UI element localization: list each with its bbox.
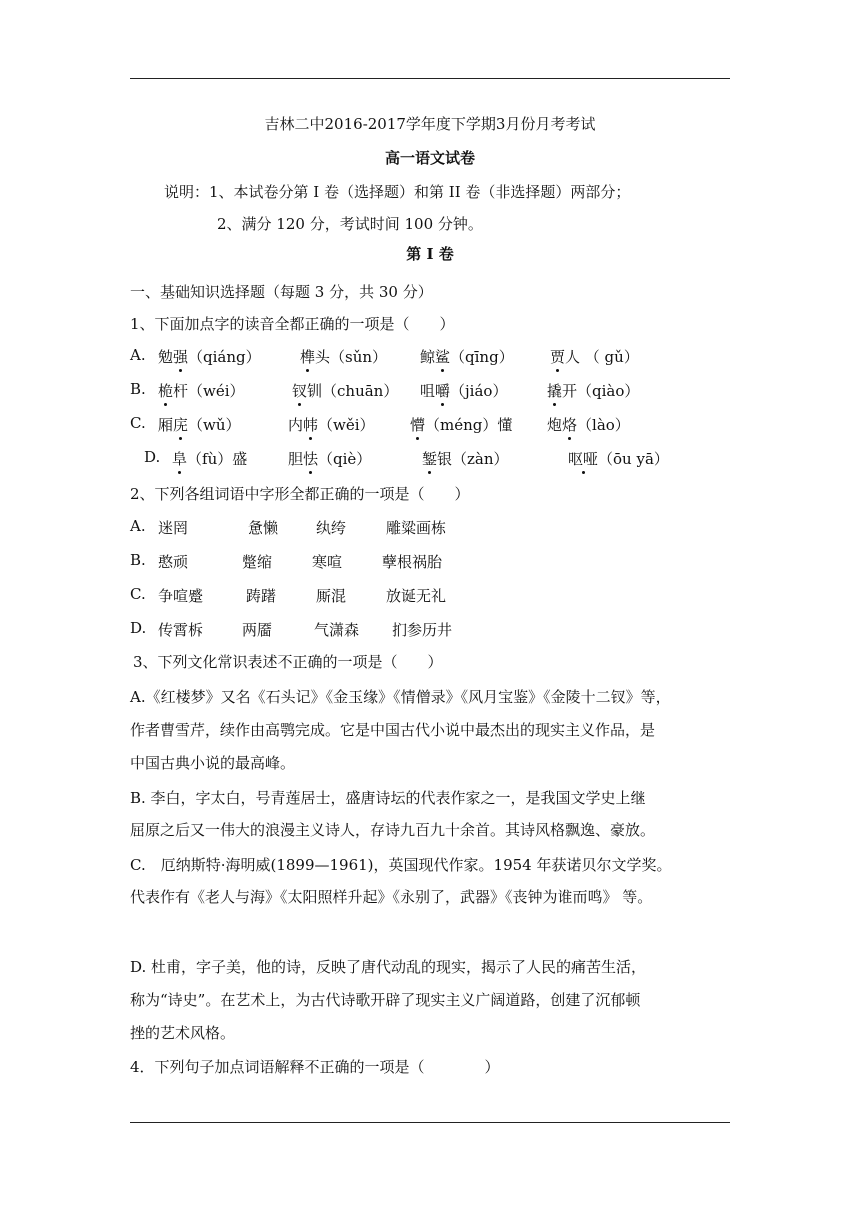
option-word: 纨绔 <box>316 519 347 537</box>
item-text: 勉 <box>158 348 174 366</box>
paragraph-line: D. 杜甫，字子美，他的诗，反映了唐代动乱的现实，揭示了人民的痛苦生活， <box>130 958 647 976</box>
paragraph-line: 中国古典小说的最高峰。 <box>130 754 296 772</box>
item-text: 鲸 <box>420 348 436 366</box>
dotted-character: 錾 <box>422 450 438 468</box>
question-1-stem: 1、下面加点字的读音全都正确的一项是（ ） <box>130 315 455 333</box>
option-item <box>547 380 639 401</box>
question-4-stem: 4．下列句子加点词语解释不正确的一项是（ ） <box>130 1058 500 1076</box>
option-label: B. <box>130 380 146 398</box>
item-pinyin: 头（sǔn） <box>315 348 388 366</box>
item-pinyin: （fù）盛 <box>187 450 248 468</box>
option-item <box>158 380 245 401</box>
item-text: 胆 <box>288 450 304 468</box>
paragraph-line: 屈原之后又一伟大的浪漫主义诗人，存诗九百九十余首。其诗风格飘逸、豪放。 <box>130 821 656 839</box>
question-3-stem: 3、下列文化常识表述不正确的一项是（ ） <box>133 653 443 671</box>
option-label: B. <box>130 551 146 569</box>
option-item <box>420 380 507 401</box>
option-label: C. <box>130 585 146 603</box>
option-word: 传霄柝 <box>158 621 204 639</box>
item-pinyin: 人 （ gǔ） <box>565 348 639 366</box>
dotted-character: 帏 <box>303 416 319 434</box>
question-2-stem: 2、下列各组词语中字形全都正确的一项是（ ） <box>130 485 470 503</box>
option-word: 雕粱画栋 <box>386 519 447 537</box>
item-text: 咀 <box>420 382 436 400</box>
item-text: 炮 <box>547 416 563 434</box>
item-pinyin: （qiè） <box>318 450 372 468</box>
header-rule <box>130 78 730 79</box>
item-text: 厢 <box>158 416 174 434</box>
dotted-character: 鲨 <box>435 348 451 366</box>
option-word: 迷罔 <box>158 519 189 537</box>
option-label: A. <box>130 517 146 535</box>
option-word: 孽根祸胎 <box>382 553 443 571</box>
item-pinyin: （qiáng） <box>188 348 261 366</box>
option-word: 蹩缩 <box>242 553 273 571</box>
option-item <box>288 414 375 435</box>
option-item <box>422 448 509 469</box>
volume-heading: 第 I 卷 <box>406 245 454 263</box>
option-item <box>292 380 398 401</box>
paragraph-line: B. 李白，字太白，号青莲居士，盛唐诗坛的代表作家之一，是我国文学史上继 <box>130 789 646 807</box>
paragraph-line: 称为“诗史”。在艺术上，为古代诗歌开辟了现实主义广阔道路，创建了沉郁顿 <box>130 991 641 1009</box>
dotted-character: 烙 <box>562 416 578 434</box>
instructions-line-2: 2、满分 120 分，考试时间 100 分钟。 <box>217 215 483 233</box>
item-pinyin: （ōu yā） <box>598 450 669 468</box>
option-word: 放诞无礼 <box>386 587 447 605</box>
option-item <box>172 448 247 469</box>
option-label: D. <box>144 448 161 466</box>
exam-title: 吉林二中2016-2017学年度下学期3月份月考考试 <box>264 115 596 133</box>
dotted-character: 阜 <box>172 450 188 468</box>
section-1-title: 一、基础知识选择题（每题 3 分，共 30 分） <box>130 283 433 301</box>
dotted-character: 怯 <box>303 450 319 468</box>
option-label: A. <box>130 346 146 364</box>
option-word: 厮混 <box>316 587 347 605</box>
item-pinyin: 钏（chuān） <box>307 382 399 400</box>
option-word: 两靥 <box>242 621 273 639</box>
option-word: 扪参历井 <box>392 621 453 639</box>
paragraph-line: 作者曹雪芹，续作由高鹗完成。它是中国古代小说中最杰出的现实主义作品，是 <box>130 721 656 739</box>
dotted-character: 榫 <box>300 348 316 366</box>
item-text: 内 <box>288 416 304 434</box>
dotted-character: 嚼 <box>435 382 451 400</box>
dotted-character: 桅 <box>158 382 174 400</box>
paper-title: 高一语文试卷 <box>384 149 475 167</box>
option-item <box>158 414 241 435</box>
item-pinyin: （qīng） <box>450 348 514 366</box>
item-pinyin: （lào） <box>577 416 630 434</box>
dotted-character: 强 <box>173 348 189 366</box>
option-item <box>410 414 512 435</box>
item-pinyin: （wǔ） <box>188 416 241 434</box>
dotted-character: 贾 <box>550 348 566 366</box>
dotted-character: 庑 <box>173 416 189 434</box>
option-word: 惫懒 <box>248 519 279 537</box>
item-pinyin: （jiáo） <box>450 382 508 400</box>
instructions-line-1: 说明：1、本试卷分第 I 卷（选择题）和第 II 卷（非选择题）两部分； <box>164 183 631 201</box>
option-label: D. <box>130 619 147 637</box>
item-pinyin: （wěi） <box>318 416 375 434</box>
paragraph-line: 挫的艺术风格。 <box>130 1024 236 1042</box>
option-word: 踌躇 <box>246 587 277 605</box>
dotted-character: 钗 <box>292 382 308 400</box>
paragraph-line: A.《红楼梦》又名《石头记》《金玉缘》《情僧录》《风月宝鉴》《金陵十二钗》等， <box>130 688 671 706</box>
option-item <box>288 448 371 469</box>
dotted-character: 呕哑 <box>568 450 599 468</box>
option-label: C. <box>130 414 146 432</box>
footer-rule <box>130 1122 730 1123</box>
item-pinyin: 银（zàn） <box>437 450 509 468</box>
option-item <box>158 346 261 367</box>
paragraph-line: C. 厄纳斯特·海明威(1899—1961)，英国现代作家。1954 年获诺贝尔文学奖。 <box>130 856 672 874</box>
option-word: 寒喧 <box>312 553 343 571</box>
item-pinyin: 杆（wéi） <box>173 382 245 400</box>
option-word: 憨顽 <box>158 553 189 571</box>
option-word: 气潇森 <box>314 621 360 639</box>
option-item <box>568 448 669 469</box>
option-item <box>420 346 514 367</box>
option-item <box>300 346 387 367</box>
option-item <box>550 346 639 367</box>
option-item <box>547 414 630 435</box>
paragraph-line: 代表作有《老人与海》《太阳照样升起》《永别了，武器》《丧钟为谁而鸣》 等。 <box>130 888 653 906</box>
dotted-character: 撬 <box>547 382 563 400</box>
option-word: 争喧蹙 <box>158 587 204 605</box>
dotted-character: 懵 <box>410 416 426 434</box>
item-pinyin: 开（qiào） <box>562 382 640 400</box>
item-pinyin: （méng）懂 <box>425 416 513 434</box>
